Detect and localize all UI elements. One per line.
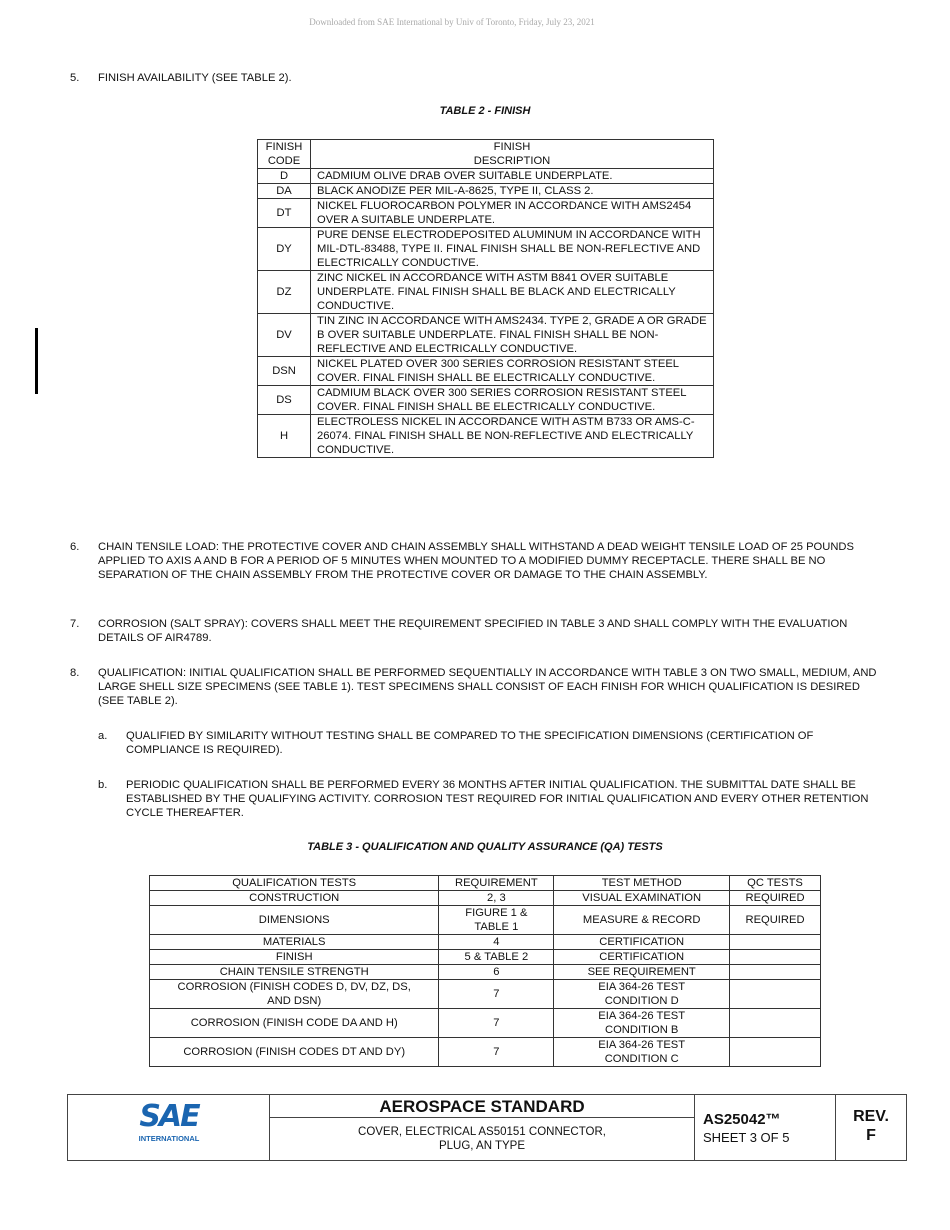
table-row: [258, 357, 714, 386]
section-number: 5.: [70, 72, 80, 84]
section-text: FINISH AVAILABILITY (SEE TABLE 2).: [98, 72, 292, 84]
qc-tests-cell: [730, 950, 821, 965]
test-method-cell: EIA 364-26 TEST CONDITION D: [554, 980, 730, 1009]
table-row: [150, 950, 821, 965]
qc-tests-cell: REQUIRED: [730, 906, 821, 935]
test-method-cell: VISUAL EXAMINATION: [554, 891, 730, 906]
table-row: [150, 935, 821, 950]
finish-code-cell: DY: [258, 228, 311, 271]
table3: [149, 875, 821, 1067]
table-row: [258, 199, 714, 228]
section-text: QUALIFIED BY SIMILARITY WITHOUT TESTING SHALL BE COMPARED TO THE SPECIFICATION DIMENSIONS (CERTIFICATION OF COMPLIANCE IS REQUIRED).: [126, 730, 814, 756]
finish-code-cell: H: [258, 415, 311, 458]
finish-description-cell: CADMIUM BLACK OVER 300 SERIES CORROSION RESISTANT STEEL COVER. FINAL FINISH SHALL BE ELECTRICALLY CONDUCTIVE.: [311, 386, 714, 415]
table-row: [258, 314, 714, 357]
revision-cell: [836, 1095, 906, 1160]
section-number: 7.: [70, 618, 80, 630]
header-qualification-test: QUALIFICATION TESTS: [150, 876, 439, 891]
finish-code-cell: DA: [258, 184, 311, 199]
finish-description-cell: PURE DENSE ELECTRODEPOSITED ALUMINUM IN ACCORDANCE WITH MIL-DTL-83488, TYPE II. FINAL FINISH SHALL BE NON-REFLECTIVE AND ELECTRICALLY CONDUCTIVE.: [311, 228, 714, 271]
qc-tests-cell: [730, 935, 821, 950]
qc-tests-cell: [730, 1038, 821, 1067]
table-header-row: [258, 140, 714, 169]
table-row: [150, 1009, 821, 1038]
test-method-cell: CERTIFICATION: [554, 935, 730, 950]
test-method-cell: EIA 364-26 TEST CONDITION C: [554, 1038, 730, 1067]
finish-description-cell: NICKEL FLUOROCARBON POLYMER IN ACCORDANCE WITH AMS2454 OVER A SUITABLE UNDERPLATE.: [311, 199, 714, 228]
revision-label: REV.: [853, 1108, 889, 1125]
finish-code-cell: D: [258, 169, 311, 184]
section-number: b.: [98, 779, 108, 791]
revision-value: F: [866, 1127, 876, 1144]
qualification-test-cell: CORROSION (FINISH CODES D, DV, DZ, DS, AND DSN): [150, 980, 439, 1009]
finish-code-cell: DZ: [258, 271, 311, 314]
section-number: a.: [98, 730, 108, 742]
qc-tests-cell: REQUIRED: [730, 891, 821, 906]
qualification-test-cell: CHAIN TENSILE STRENGTH: [150, 965, 439, 980]
requirement-cell: 4: [439, 935, 554, 950]
sheet-number: SHEET 3 OF 5: [703, 1130, 790, 1145]
finish-description-cell: TIN ZINC IN ACCORDANCE WITH AMS2434. TYPE 2, GRADE A OR GRADE B OVER SUITABLE UNDERPLATE. FINAL FINISH SHALL BE NON-REFLECTIVE AND ELECTRICALLY CONDUCTIVE.: [311, 314, 714, 357]
finish-description-cell: NICKEL PLATED OVER 300 SERIES CORROSION RESISTANT STEEL COVER. FINAL FINISH SHALL BE ELECTRICALLY CONDUCTIVE.: [311, 357, 714, 386]
qualification-test-cell: DIMENSIONS: [150, 906, 439, 935]
section-text: QUALIFICATION: INITIAL QUALIFICATION SHALL BE PERFORMED SEQUENTIALLY IN ACCORDANCE WITH TABLE 3 ON TWO SMALL, MEDIUM, AND LARGE SHELL SIZE SPECIMENS (SEE TABLE 1). TEST SPECIMENS SHALL CONSIST OF EACH FINISH FOR WHICH QUALIFICATION IS DESIRED (SEE TABLE 2).: [98, 667, 877, 707]
requirement-cell: 7: [439, 980, 554, 1009]
header-finish-description: FINISH DESCRIPTION: [311, 140, 714, 169]
section-text: CHAIN TENSILE LOAD: THE PROTECTIVE COVER AND CHAIN ASSEMBLY SHALL WITHSTAND A DEAD WEIGHT TENSILE LOAD OF 25 POUNDS APPLIED TO AXIS A AND B FOR A PERIOD OF 5 MINUTES WHEN MOUNTED TO A MODIFIED DUMMY RECEPTACLE. THERE SHALL BE NO SEPARATION OF THE CHAIN ASSEMBLY FROM THE PROTECTIVE COVER OR DAMAGE TO THE CHAIN ASSEMBLY.: [98, 541, 854, 581]
qualification-test-cell: CONSTRUCTION: [150, 891, 439, 906]
section-text: CORROSION (SALT SPRAY): COVERS SHALL MEET THE REQUIREMENT SPECIFIED IN TABLE 3 AND SHALL COMPLY WITH THE EVALUATION DETAILS OF AIR4789.: [98, 618, 848, 644]
section-number: 6.: [70, 541, 80, 553]
table-row: [150, 1038, 821, 1067]
requirement-cell: FIGURE 1 & TABLE 1: [439, 906, 554, 935]
table-row: [150, 980, 821, 1009]
doc-cell: [695, 1095, 836, 1160]
table-row: [258, 271, 714, 314]
table-row: [258, 184, 714, 199]
header-test-method: TEST METHOD: [554, 876, 730, 891]
requirement-cell: 7: [439, 1009, 554, 1038]
sae-logo-subtitle: INTERNATIONAL: [138, 1134, 200, 1143]
qc-tests-cell: [730, 980, 821, 1009]
test-method-cell: CERTIFICATION: [554, 950, 730, 965]
document-subtitle: COVER, ELECTRICAL AS50151 CONNECTOR, PLUG, AN TYPE: [358, 1126, 606, 1152]
table2: [257, 139, 714, 458]
section-number: 8.: [70, 667, 80, 679]
finish-description-cell: BLACK ANODIZE PER MIL-A-8625, TYPE II, CLASS 2.: [311, 184, 714, 199]
table-row: [258, 169, 714, 184]
title-cell: [270, 1095, 695, 1160]
table-row: [258, 386, 714, 415]
qualification-test-cell: CORROSION (FINISH CODES DT AND DY): [150, 1038, 439, 1067]
finish-code-cell: DT: [258, 199, 311, 228]
finish-description-cell: ZINC NICKEL IN ACCORDANCE WITH ASTM B841 OVER SUITABLE UNDERPLATE. FINAL FINISH SHALL BE BLACK AND ELECTRICALLY CONDUCTIVE.: [311, 271, 714, 314]
qualification-test-cell: FINISH: [150, 950, 439, 965]
table-row: [258, 415, 714, 458]
table-header-row: [150, 876, 821, 891]
header-finish-code: FINISH CODE: [258, 140, 311, 169]
qc-tests-cell: [730, 965, 821, 980]
finish-code-cell: DSN: [258, 357, 311, 386]
requirement-cell: 7: [439, 1038, 554, 1067]
table-row: [258, 228, 714, 271]
finish-description-cell: CADMIUM OLIVE DRAB OVER SUITABLE UNDERPLATE.: [311, 169, 714, 184]
finish-code-cell: DS: [258, 386, 311, 415]
table-row: [150, 891, 821, 906]
requirement-cell: 6: [439, 965, 554, 980]
download-watermark: Downloaded from SAE International by Univ of Toronto, Friday, July 23, 2021: [309, 17, 595, 27]
qc-tests-cell: [730, 1009, 821, 1038]
table-row: [150, 965, 821, 980]
qualification-test-cell: MATERIALS: [150, 935, 439, 950]
standard-title: AEROSPACE STANDARD: [270, 1095, 694, 1118]
finish-description-cell: ELECTROLESS NICKEL IN ACCORDANCE WITH ASTM B733 OR AMS-C-26074. FINAL FINISH SHALL BE NON-REFLECTIVE AND ELECTRICALLY CONDUCTIVE.: [311, 415, 714, 458]
title-block: [67, 1094, 907, 1161]
header-requirement: REQUIREMENT: [439, 876, 554, 891]
change-bar: [35, 328, 38, 394]
test-method-cell: EIA 364-26 TEST CONDITION B: [554, 1009, 730, 1038]
test-method-cell: SEE REQUIREMENT: [554, 965, 730, 980]
header-qc-tests: QC TESTS: [730, 876, 821, 891]
qualification-test-cell: CORROSION (FINISH CODE DA AND H): [150, 1009, 439, 1038]
table3-caption: TABLE 3 - QUALIFICATION AND QUALITY ASSURANCE (QA) TESTS: [307, 841, 663, 853]
finish-code-cell: DV: [258, 314, 311, 357]
requirement-cell: 5 & TABLE 2: [439, 950, 554, 965]
section-text: PERIODIC QUALIFICATION SHALL BE PERFORMED EVERY 36 MONTHS AFTER INITIAL QUALIFICATION. THE SUBMITTAL DATE SHALL BE ESTABLISHED BY THE QUALIFYING ACTIVITY. CORROSION TEST REQUIRED FOR INITIAL QUALIFICATION AND EVERY OTHER RETENTION CYCLE THEREAFTER.: [126, 779, 869, 819]
requirement-cell: 2, 3: [439, 891, 554, 906]
document-number: AS25042™: [703, 1111, 781, 1128]
table-row: [150, 906, 821, 935]
sae-logo-mark: SAE: [139, 1099, 199, 1134]
table2-caption: TABLE 2 - FINISH: [439, 105, 531, 117]
test-method-cell: MEASURE & RECORD: [554, 906, 730, 935]
sae-logo: [68, 1095, 270, 1160]
